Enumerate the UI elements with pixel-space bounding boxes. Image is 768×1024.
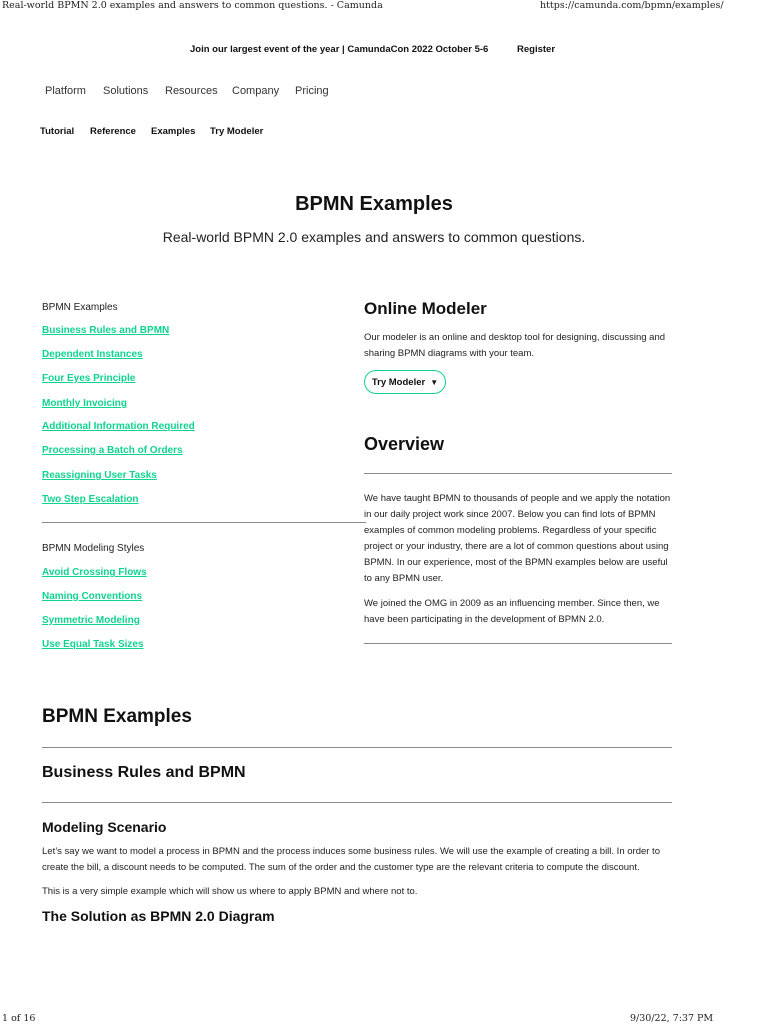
sidebar-divider [42,522,366,523]
print-header-url: https://camunda.com/bpmn/examples/ [540,0,724,11]
sidebar-link-four-eyes[interactable]: Four Eyes Principle [42,373,136,384]
overview-divider-bottom [364,643,672,644]
nav-company[interactable]: Company [232,85,280,97]
overview-heading: Overview [364,434,445,454]
sidebar-link-reassigning-tasks[interactable]: Reassigning User Tasks [42,470,157,481]
solution-heading: The Solution as BPMN 2.0 Diagram [42,908,275,924]
sidebar-link-two-step-escalation[interactable]: Two Step Escalation [42,494,139,505]
sidebar-link-dependent-instances[interactable]: Dependent Instances [42,349,143,360]
subnav-try-modeler[interactable]: Try Modeler [210,126,264,137]
sidebar-link-monthly-invoicing[interactable]: Monthly Invoicing [42,398,127,409]
print-footer-page: 1 of 16 [2,1013,36,1024]
modeling-scenario-heading: Modeling Scenario [42,819,167,835]
register-link[interactable]: Register [517,44,556,55]
examples-section-title: BPMN Examples [42,706,192,727]
section-divider-1 [42,747,672,748]
simple-example-text: This is a very simple example which will show us where to apply BPMN and where not to. [42,886,418,897]
sidebar-link-avoid-crossing[interactable]: Avoid Crossing Flows [42,567,147,578]
sidebar-link-additional-info[interactable]: Additional Information Required [42,421,195,432]
nav-platform[interactable]: Platform [45,85,86,97]
print-header-title: Real-world BPMN 2.0 examples and answers to common questions. - Camunda [2,0,383,11]
sidebar-link-batch-orders[interactable]: Processing a Batch of Orders [42,445,183,456]
sidebar-link-naming-conventions[interactable]: Naming Conventions [42,591,143,602]
nav-pricing[interactable]: Pricing [295,85,329,97]
sidebar-link-equal-task-sizes[interactable]: Use Equal Task Sizes [42,639,144,650]
page-subtitle: Real-world BPMN 2.0 examples and answers to common questions. [162,229,586,245]
sidebar-examples-label: BPMN Examples [42,302,118,313]
event-banner-text: Join our largest event of the year | CamundaCon 2022 October 5-6 [190,44,489,55]
subnav-reference[interactable]: Reference [90,126,136,137]
page-title: BPMN Examples [295,193,453,215]
scenario-line-1: Let’s say we want to model a process in BPMN and the process induces some business rules. We will use the example of creating a bill. In order to [42,846,660,857]
online-modeler-text: Our modeler is an online and desktop tool for designing, discussing and sharing BPMN diagrams with your team. [364,332,666,359]
sidebar-link-business-rules[interactable]: Business Rules and BPMN [42,325,170,336]
business-rules-heading: Business Rules and BPMN [42,764,246,781]
subnav-tutorial[interactable]: Tutorial [40,126,75,137]
overview-divider-top [364,473,672,474]
overview-paragraph-1: We have taught BPMN to thousands of people and we apply the notation in our daily project work since 2007. Below you can find lots of BPMN examples of common modeling problems. Regardless of your specific project or your industry, there are a lot of common questions about using BPMN. In our experience, most of the BPMN examples below are useful to any BPMN user. [364,493,671,584]
online-modeler-heading: Online Modeler [364,299,487,318]
sidebar-link-symmetric-modeling[interactable]: Symmetric Modeling [42,615,140,626]
print-footer-datetime: 9/30/22, 7:37 PM [630,1013,714,1024]
caret-down-icon: ▼ [430,377,439,387]
subnav-examples[interactable]: Examples [151,126,196,137]
section-divider-2 [42,802,672,803]
sidebar-styles-label: BPMN Modeling Styles [42,543,145,554]
try-modeler-button-label: Try Modeler [371,376,426,388]
nav-solutions[interactable]: Solutions [103,85,149,97]
overview-paragraph-2: We joined the OMG in 2009 as an influencing member. Since then, we have been participating in the development of BPMN 2.0. [364,598,660,625]
scenario-line-2: create the bill, a discount needs to be computed. The sum of the order and the customer type are the relevant criteria to compute the discount. [42,862,640,873]
nav-resources[interactable]: Resources [165,85,218,97]
try-modeler-button[interactable] [364,370,446,394]
